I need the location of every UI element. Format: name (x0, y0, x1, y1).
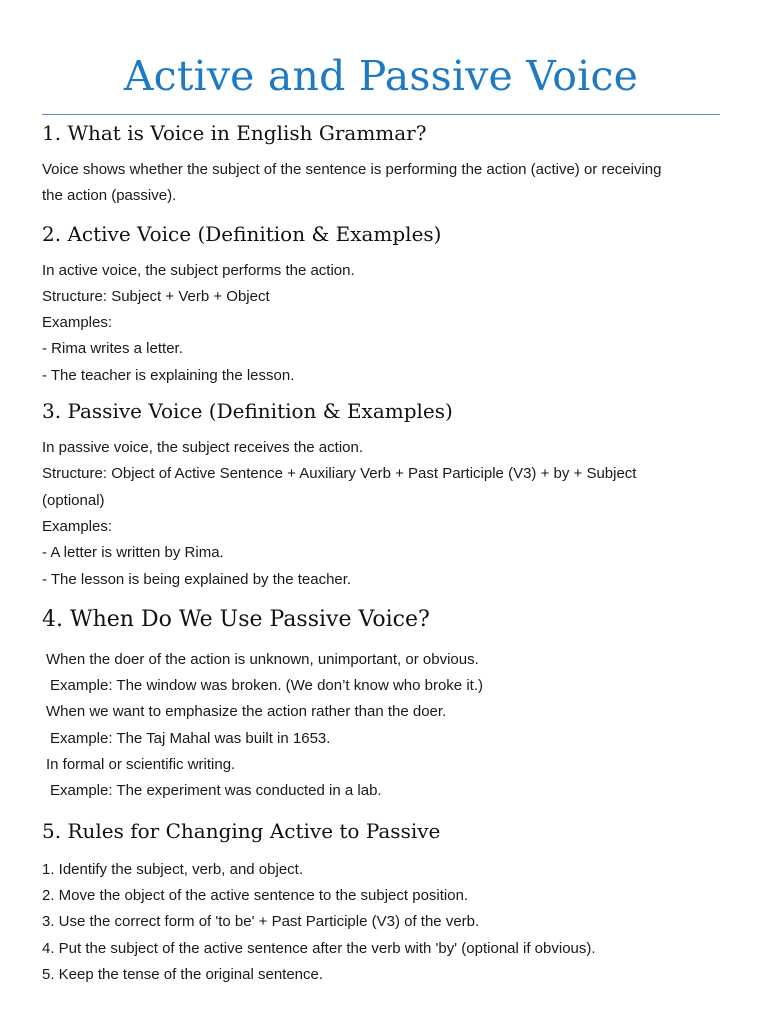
section-body-rules (42, 857, 720, 988)
body-line: In passive voice, the subject receives the action. (42, 439, 364, 457)
body-line: In active voice, the subject performs the action. (42, 261, 355, 279)
body-line: Voice shows whether the subject of the sentence is performing the action (active) or receiving (42, 161, 662, 178)
example-line: - Rima writes a letter. (42, 340, 183, 358)
example-line: - The lesson is being explained by the teacher. (42, 570, 352, 588)
section-heading-passive-voice: 3. Passive Voice (Definition & Examples) (42, 399, 453, 424)
section-body-active-voice (42, 258, 720, 389)
page-title: Active and Passive Voice (123, 52, 639, 100)
document-page (42, 0, 720, 988)
section-heading-rules: 5. Rules for Changing Active to Passive (42, 818, 441, 843)
section-heading-when-passive: 4. When Do We Use Passive Voice? (42, 606, 430, 632)
body-line: Structure: Object of Active Sentence + Auxiliary Verb + Past Participle (V3) + by + Subject (42, 465, 637, 483)
usage-line: When we want to emphasize the action rather than the doer. (46, 703, 447, 721)
section-body-when-passive (42, 647, 720, 805)
body-line: (optional) (42, 491, 105, 509)
usage-line: When the doer of the action is unknown, unimportant, or obvious. (46, 650, 479, 668)
body-line: Structure: Subject + Verb + Object (42, 287, 270, 305)
example-line: - The teacher is explaining the lesson. (42, 366, 295, 384)
example-line: - A letter is written by Rima. (42, 544, 224, 562)
example-line: Example: The experiment was conducted in a lab. (50, 782, 382, 800)
body-line: the action (passive). (42, 187, 177, 205)
section-heading-what-is-voice: 1. What is Voice in English Grammar? (42, 121, 427, 145)
body-line: Examples: (42, 314, 113, 332)
section-body-passive-voice (42, 435, 720, 593)
rule-item: 2. Move the object of the active sentence to the subject position. (42, 886, 469, 904)
section-heading-active-voice: 2. Active Voice (Definition & Examples) (42, 221, 442, 246)
section-body-what-is-voice (42, 157, 720, 210)
rule-item: 1. Identify the subject, verb, and object. (42, 860, 303, 878)
rule-item: 3. Use the correct form of 'to be' + Past Participle (V3) of the verb. (42, 913, 480, 931)
body-line: Examples: (42, 517, 113, 535)
title-divider (42, 114, 720, 115)
rule-item: 5. Keep the tense of the original sentence. (42, 965, 324, 983)
example-line: Example: The window was broken. (We don’t know who broke it.) (50, 677, 483, 695)
usage-line: In formal or scientific writing. (46, 756, 236, 774)
rule-item: 4. Put the subject of the active sentence after the verb with 'by' (optional if obvious). (42, 939, 596, 957)
example-line: Example: The Taj Mahal was built in 1653. (50, 729, 331, 747)
